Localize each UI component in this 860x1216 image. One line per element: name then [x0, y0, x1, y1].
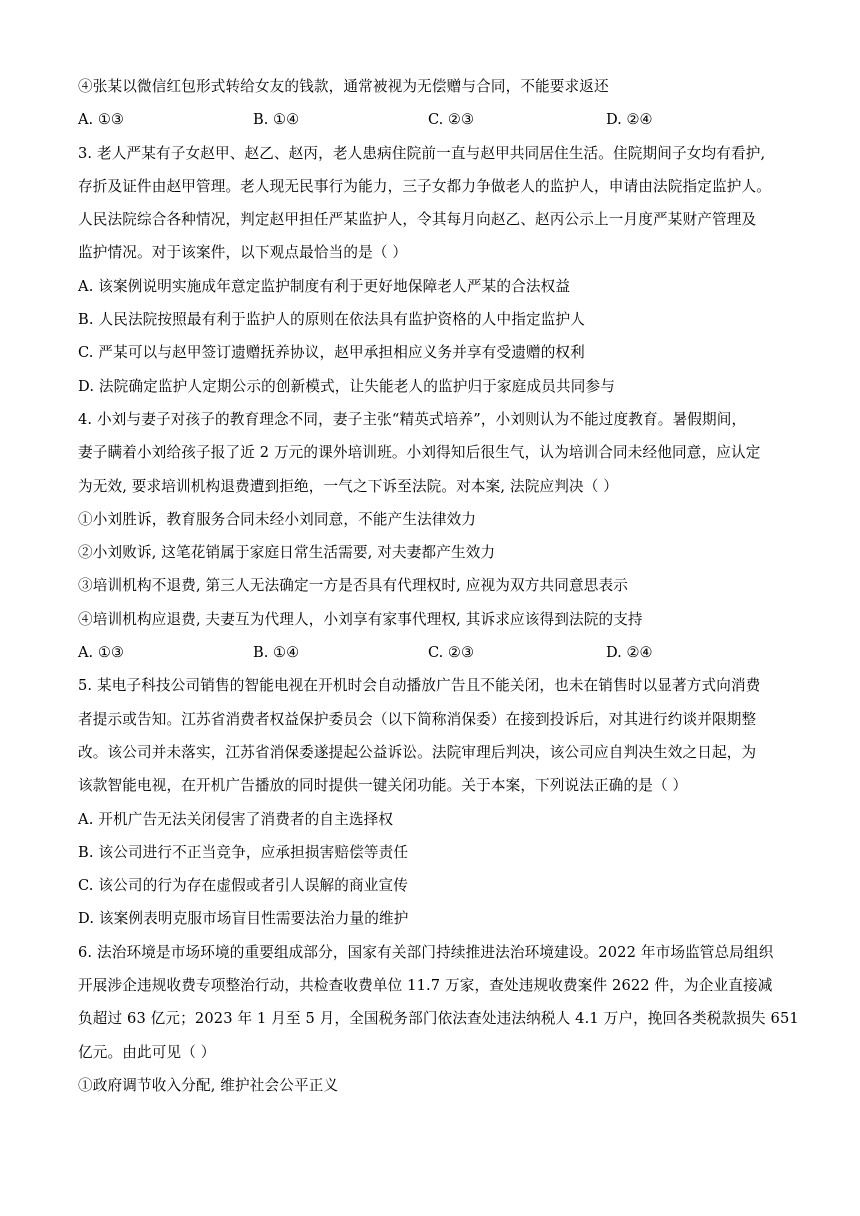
q6-stem-line: 开展涉企违规收费专项整治行动，共检查收费单位 11.7 万家，查处违规收费案件 2622 件，为企业直接减: [78, 977, 773, 995]
q5-option-d: D. 该案例表明克服市场盲目性需要法治力量的维护: [78, 910, 409, 928]
q3-option-c: C. 严某可以与赵甲签订遗赠抚养协议，赵甲承担相应义务并享有受遗赠的权利: [78, 344, 585, 362]
q2-options: [78, 103, 790, 136]
q3-option-a: A. 该案例说明实施成年意定监护制度有利于更好地保障老人严某的合法权益: [78, 277, 571, 295]
q5-stem-line: 5. 某电子科技公司销售的智能电视在开机时会自动播放广告且不能关闭，也未在销售时以显著方式向消费: [78, 677, 761, 695]
q4-statement-2: ②小刘败诉, 这笔花销属于家庭日常生活需要, 对夫妻都产生效力: [78, 544, 496, 562]
q3-stem-line: 人民法院综合各种情况，判定赵甲担任严某监护人，令其每月向赵乙、赵丙公示上一月度严某财产管理及: [78, 211, 757, 229]
exam-page: [78, 70, 799, 1102]
q5-option-a: A. 开机广告无法关闭侵害了消费者的自主选择权: [78, 810, 394, 828]
q5-option-b: B. 该公司进行不正当竞争，应承担损害赔偿等责任: [78, 843, 409, 861]
q4-option-c: C. ②③: [428, 644, 475, 662]
q4-statement-3: ③培训机构不退费, 第三人无法确定一方是否具有代理权时, 应视为双方共同意思表示: [78, 577, 628, 595]
q2-option-c: C. ②③: [428, 111, 475, 129]
q2-option-b: B. ①④: [253, 111, 300, 129]
q4-stem-line: 为无效, 要求培训机构退费遭到拒绝，一气之下诉至法院。对本案, 法院应判决（ ）: [78, 477, 618, 495]
q6-stem-line: 6. 法治环境是市场环境的重要组成部分，国家有关部门持续推进法治环境建设。2022 年市场监管总局组织: [78, 943, 774, 961]
q5-stem-line: 者提示或告知。江苏省消费者权益保护委员会（以下简称消保委）在接到投诉后，对其进行约谈并限期整: [78, 710, 757, 728]
q4-stem-line: 4. 小刘与妻子对孩子的教育理念不同，妻子主张“精英式培养”，小刘则认为不能过度教育。暑假期间，: [78, 410, 747, 428]
q3-option-d: D. 法院确定监护人定期公示的创新模式，让失能老人的监护归于家庭成员共同参与: [78, 377, 615, 395]
q5-stem-line: 该款智能电视，在开机广告播放的同时提供一键关闭功能。关于本案，下列说法正确的是（ ）: [78, 777, 688, 795]
q4-statement-4: ④培训机构应退费, 夫妻互为代理人，小刘享有家事代理权, 其诉求应该得到法院的支持: [78, 610, 643, 628]
q4-stem-line: 妻子瞒着小刘给孩子报了近 2 万元的课外培训班。小刘得知后很生气，认为培训合同未经他同意，应认定: [78, 444, 761, 462]
q6-stem-line: 亿元。由此可见（ ）: [78, 1043, 216, 1061]
q3-stem-line: 监护情况。对于该案件，以下观点最恰当的是（ ）: [78, 244, 408, 262]
q2-option-d: D. ②④: [606, 111, 653, 129]
q4-statement-1: ①小刘胜诉，教育服务合同未经小刘同意，不能产生法律效力: [78, 510, 477, 528]
q4-option-d: D. ②④: [606, 644, 653, 662]
q3-option-b: B. 人民法院按照最有利于监护人的原则在依法具有监护资格的人中指定监护人: [78, 311, 585, 329]
q3-stem-line: 存折及证件由赵甲管理。老人现无民事行为能力，三子女都力争做老人的监护人，申请由法院指定监护人。: [78, 177, 771, 195]
q4-option-a: A. ①③: [78, 644, 124, 662]
q2-option-a: A. ①③: [78, 111, 124, 129]
q2-statement-4: ④张某以微信红包形式转给女友的钱款，通常被视为无偿赠与合同，不能要求返还: [78, 78, 609, 95]
q6-stem-line: 负超过 63 亿元；2023 年 1 月至 5 月，全国税务部门依法查处违法纳税人 4.1 万户，挽回各类税款损失 651: [78, 1010, 799, 1028]
q5-option-c: C. 该公司的行为存在虚假或者引人误解的商业宣传: [78, 877, 408, 895]
q4-option-b: B. ①④: [253, 644, 300, 662]
q6-statement-1: ①政府调节收入分配, 维护社会公平正义: [78, 1076, 339, 1094]
q3-stem-line: 3. 老人严某有子女赵甲、赵乙、赵丙，老人患病住院前一直与赵甲共同居住生活。住院期间子女均有看护,: [78, 144, 766, 162]
q5-stem-line: 改。该公司并未落实，江苏省消保委遂提起公益诉讼。法院审理后判决，该公司应自判决生效之日起，为: [78, 743, 757, 761]
q4-options: [78, 636, 790, 669]
